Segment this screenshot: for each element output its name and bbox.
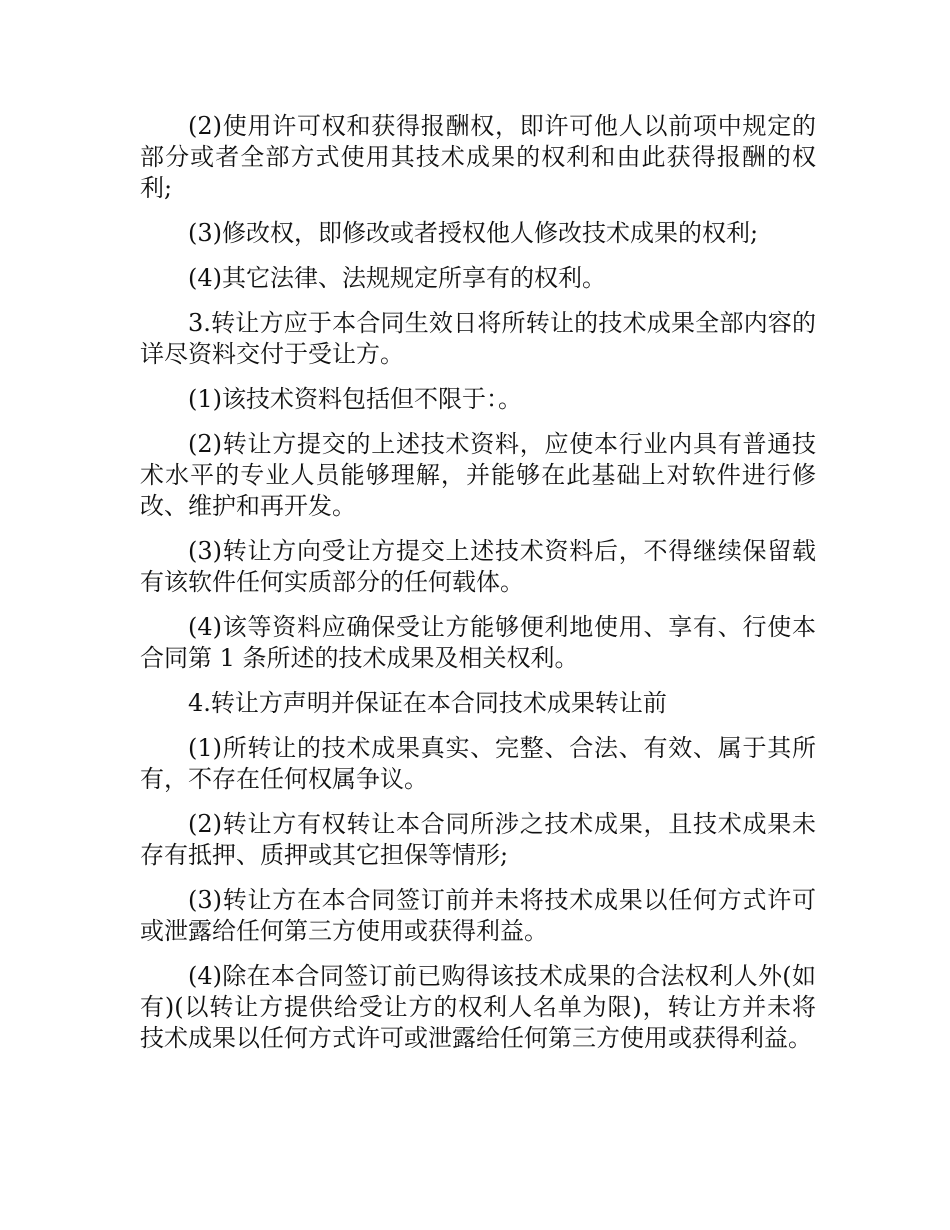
paragraph-3: 3.转让方应于本合同生效日将所转让的技术成果全部内容的详尽资料交付于受让方。 [140, 309, 816, 368]
paragraph-3-3: (3)转让方向受让方提交上述技术资料后，不得继续保留载有该软件任何实质部分的任何载体。 [140, 537, 816, 596]
paragraph-4-3: (3)转让方在本合同签订前并未将技术成果以任何方式许可或泄露给任何第三方使用或获得利益。 [140, 886, 816, 945]
paragraph-3-4: (4)该等资料应确保受让方能够便利地使用、享有、行使本合同第 1 条所述的技术成果及相关权利。 [140, 613, 816, 672]
paragraph-2-2: (2)使用许可权和获得报酬权，即许可他人以前项中规定的部分或者全部方式使用其技术成果的权利和由此获得报酬的权利; [140, 112, 816, 202]
paragraph-2-3: (3)修改权，即修改或者授权他人修改技术成果的权利; [188, 219, 759, 247]
paragraph-4: 4.转让方声明并保证在本合同技术成果转让前 [188, 689, 667, 717]
paragraph-4-2: (2)转让方有权转让本合同所涉之技术成果，且技术成果未存有抵押、质押或其它担保等情形; [140, 810, 816, 869]
document-body [140, 111, 816, 1068]
paragraph-2-4: (4)其它法律、法规规定所享有的权利。 [188, 264, 606, 292]
paragraph-4-1: (1)所转让的技术成果真实、完整、合法、有效、属于其所有，不存在任何权属争议。 [140, 734, 816, 793]
paragraph-3-2: (2)转让方提交的上述技术资料，应使本行业内具有普通技术水平的专业人员能够理解，并能够在此基础上对软件进行修改、维护和再开发。 [140, 430, 816, 520]
paragraph-4-4: (4)除在本合同签订前已购得该技术成果的合法权利人外(如有)(以转让方提供给受让方的权利人名单为限)，转让方并未将技术成果以任何方式许可或泄露给任何第三方使用或获得利益。 [140, 962, 816, 1052]
paragraph-3-1: (1)该技术资料包括但不限于：。 [188, 385, 522, 413]
